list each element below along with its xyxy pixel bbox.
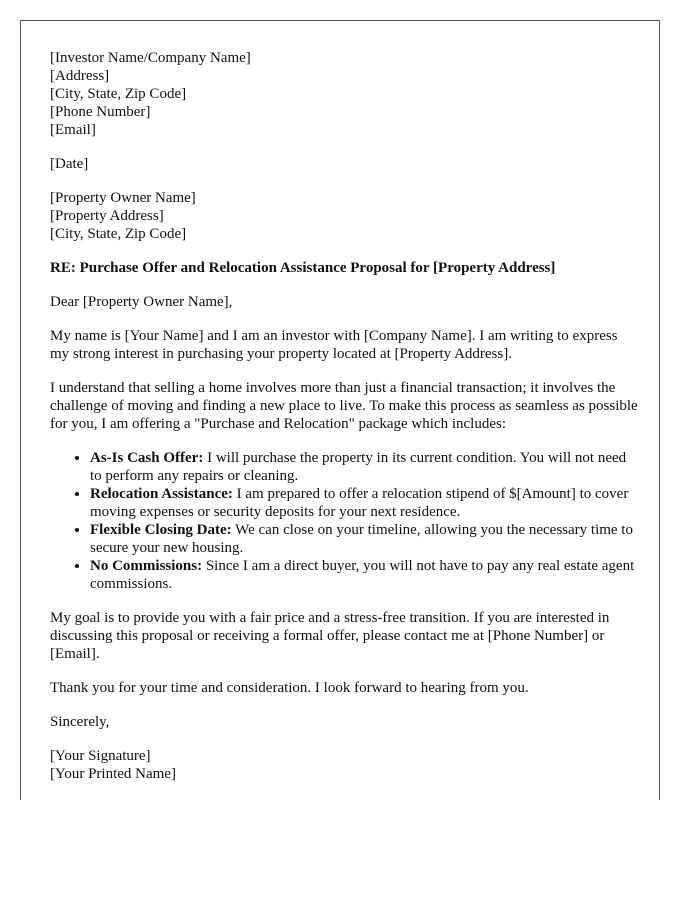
salutation: Dear [Property Owner Name], [50, 294, 233, 310]
intro-paragraph: My name is [Your Name] and I am an investor with [Company Name]. I am writing to express my strong interest in purchasing your property located at [Property Address]. [50, 328, 618, 362]
letter-date: [Date] [50, 156, 89, 172]
signature-block [50, 747, 640, 783]
benefit-item [90, 485, 640, 521]
closing: Sincerely, [50, 714, 110, 730]
benefit-text: I will purchase the property in its current condition. You will not need to perform any repairs or cleaning. [90, 450, 627, 484]
benefit-item [90, 557, 640, 593]
benefit-text: We can close on your timeline, allowing you the necessary time to secure your new housing. [90, 522, 633, 556]
benefit-title: As-Is Cash Offer: [90, 450, 204, 466]
benefit-title: Flexible Closing Date: [90, 522, 232, 538]
recipient-block [50, 189, 640, 243]
printed-name: [Your Printed Name] [50, 766, 176, 782]
sender-address: [Address] [50, 68, 110, 84]
benefit-item [90, 521, 640, 557]
goal-paragraph: My goal is to provide you with a fair price and a stress-free transition. If you are interested in discussing this proposal or receiving a formal offer, please contact me at [Phone Number] or [Email]. [50, 610, 610, 662]
letter-page [20, 20, 660, 800]
benefit-item [90, 449, 640, 485]
signature: [Your Signature] [50, 748, 151, 764]
understanding-paragraph: I understand that selling a home involves more than just a financial transaction; it involves the challenge of moving and finding a new place to live. To make this process as seamless as possible for you, I am offering a "Purchase and Relocation" package which includes: [50, 380, 638, 432]
benefit-text: Since I am a direct buyer, you will not have to pay any real estate agent commissions. [90, 558, 635, 592]
sender-city-state-zip: [City, State, Zip Code] [50, 86, 187, 102]
sender-email: [Email] [50, 122, 96, 138]
subject-line: RE: Purchase Offer and Relocation Assistance Proposal for [Property Address] [50, 260, 556, 276]
benefit-title: Relocation Assistance: [90, 486, 233, 502]
sender-name: [Investor Name/Company Name] [50, 50, 251, 66]
sender-block [50, 49, 640, 139]
benefits-list [50, 449, 640, 593]
benefit-text: I am prepared to offer a relocation stipend of $[Amount] to cover moving expenses or security deposits for your next residence. [90, 486, 629, 520]
recipient-address: [Property Address] [50, 208, 164, 224]
thanks-paragraph: Thank you for your time and consideration. I look forward to hearing from you. [50, 680, 529, 696]
date-block [50, 155, 640, 173]
recipient-city-state-zip: [City, State, Zip Code] [50, 226, 187, 242]
sender-phone: [Phone Number] [50, 104, 151, 120]
benefit-title: No Commissions: [90, 558, 203, 574]
recipient-name: [Property Owner Name] [50, 190, 196, 206]
letter-body [50, 49, 640, 799]
